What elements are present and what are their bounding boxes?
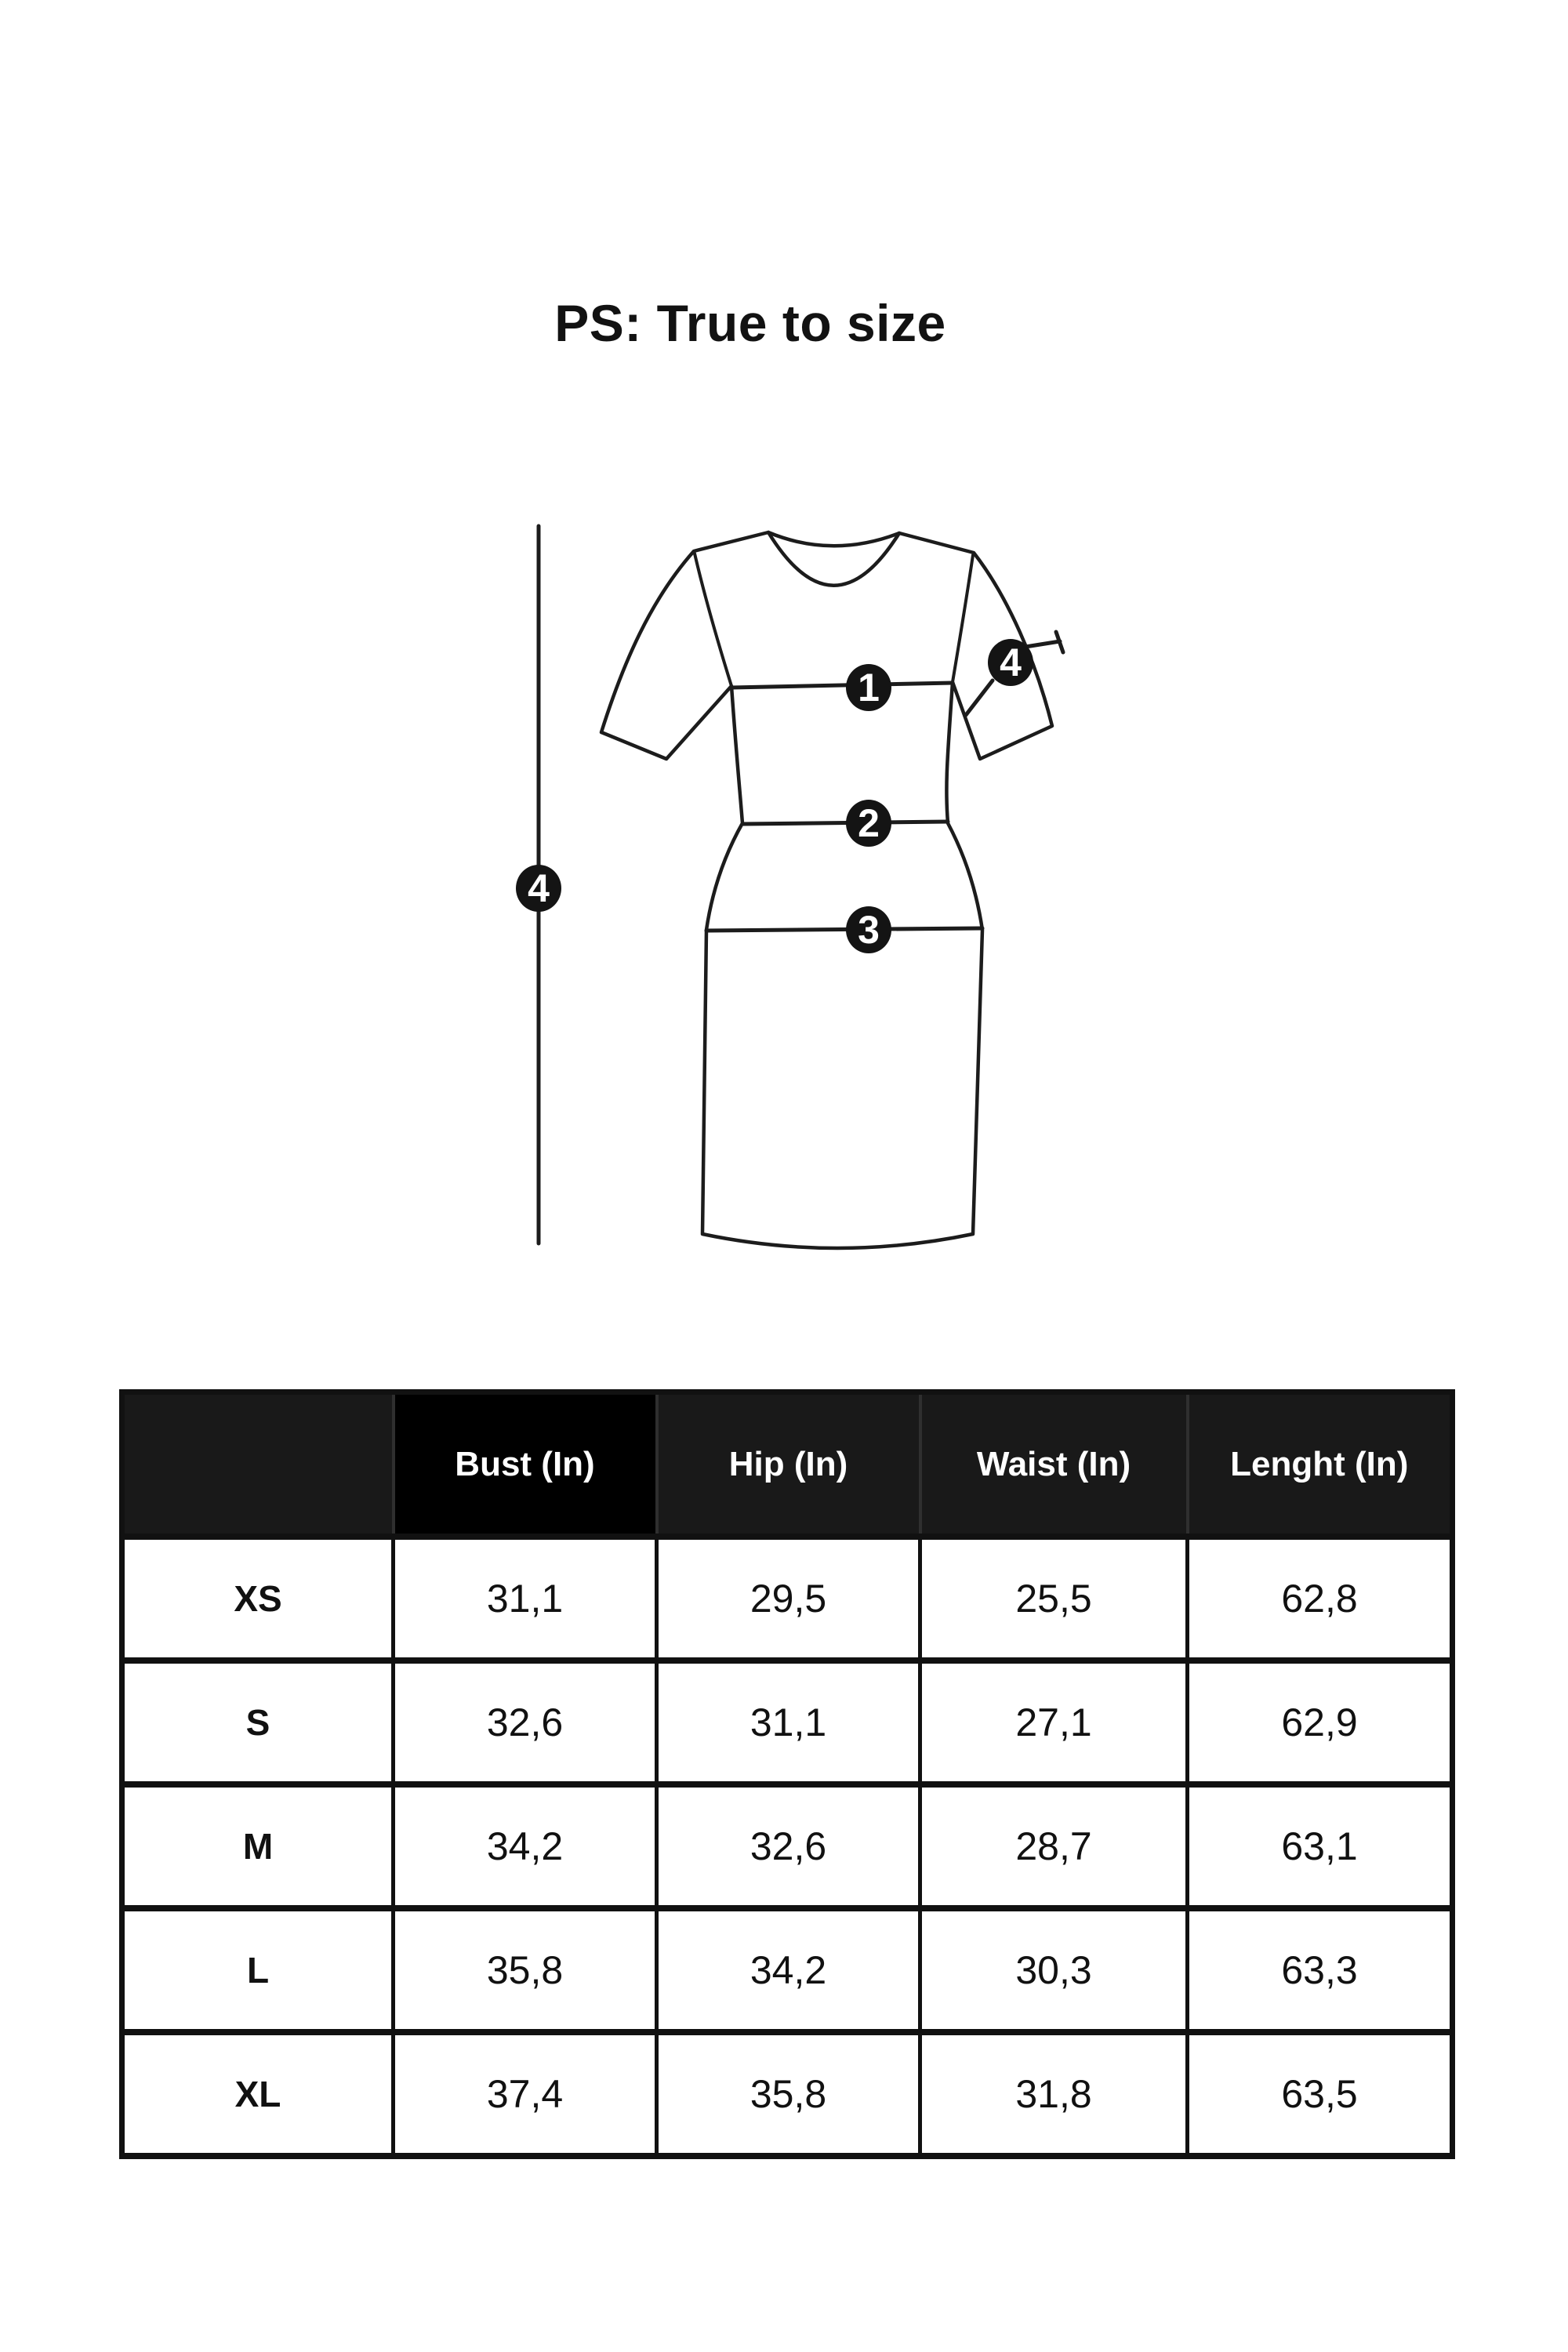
s-hip-value: 31,1: [657, 1661, 920, 1784]
xs-waist-value: 25,5: [920, 1537, 1188, 1661]
size-label-m: M: [122, 1784, 394, 1908]
size-table: [119, 1389, 1455, 2159]
sleeve-marker-badge: [988, 639, 1033, 686]
size-label-xl: XL: [122, 2032, 394, 2156]
header-row: [122, 1392, 1453, 1537]
table-row-s: [122, 1661, 1453, 1784]
size-label-s: S: [122, 1661, 394, 1784]
xl-hip-value: 35,8: [657, 2032, 920, 2156]
s-length-value: 62,9: [1188, 1661, 1453, 1784]
xl-waist-value: 31,8: [920, 2032, 1188, 2156]
xl-length-value: 63,5: [1188, 2032, 1453, 2156]
s-bust-value: 32,6: [394, 1661, 657, 1784]
size-label-xs: XS: [122, 1537, 394, 1661]
length-marker-number: 4: [528, 866, 550, 910]
xl-bust-value: 37,4: [394, 2032, 657, 2156]
sleeve-marker-number: 4: [1000, 641, 1022, 684]
xs-hip-value: 29,5: [657, 1537, 920, 1661]
sleeve-marker-connector: [1025, 641, 1060, 647]
hip-marker-number: 3: [858, 908, 880, 952]
l-waist-value: 30,3: [920, 1908, 1188, 2032]
waist-marker-number: 2: [858, 801, 880, 845]
xs-bust-value: 31,1: [394, 1537, 657, 1661]
table-row-l: [122, 1908, 1453, 2032]
s-waist-value: 27,1: [920, 1661, 1188, 1784]
m-hip-value: 32,6: [657, 1784, 920, 1908]
l-bust-value: 35,8: [394, 1908, 657, 2032]
waist-measure-line: [742, 822, 948, 824]
m-waist-value: 28,7: [920, 1784, 1188, 1908]
l-length-value: 63,3: [1188, 1908, 1453, 2032]
corner-header-cell: [122, 1392, 394, 1537]
bust-marker-number: 1: [858, 666, 880, 710]
dress-outline: [601, 532, 1052, 1248]
col-header-waist: Waist (In): [920, 1392, 1188, 1537]
table-row-xl: [122, 2032, 1453, 2156]
bust-marker-badge: [846, 664, 891, 711]
col-header-length: Lenght (In): [1188, 1392, 1453, 1537]
m-length-value: 63,1: [1188, 1784, 1453, 1908]
m-bust-value: 34,2: [394, 1784, 657, 1908]
dress-measurement-diagram: [486, 502, 1129, 1286]
hip-marker-badge: [846, 906, 891, 953]
size-label-l: L: [122, 1908, 394, 2032]
table-row-m: [122, 1784, 1453, 1908]
l-hip-value: 34,2: [657, 1908, 920, 2032]
table-row-xs: [122, 1537, 1453, 1661]
xs-length-value: 62,8: [1188, 1537, 1453, 1661]
waist-marker-badge: [846, 800, 891, 847]
page-title: PS: True to size: [554, 294, 946, 352]
hip-measure-line: [706, 928, 982, 931]
col-header-bust: Bust (In): [394, 1392, 657, 1537]
length-marker-badge: [516, 865, 561, 912]
col-header-hip: Hip (In): [657, 1392, 920, 1537]
